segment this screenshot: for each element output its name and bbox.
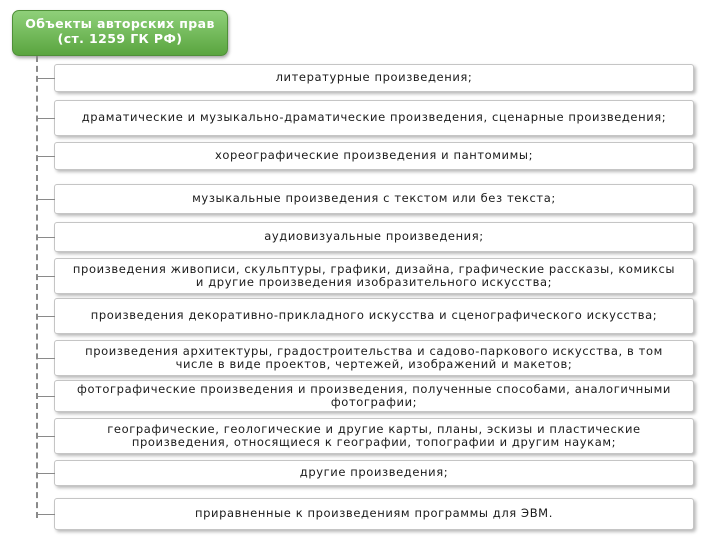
connector-branch	[37, 316, 55, 317]
object-item	[54, 498, 694, 530]
object-item	[54, 184, 694, 214]
object-item-label: хореографические произведения и пантомимы;	[214, 148, 534, 163]
object-item-label: музыкальные произведения с текстом или без текста;	[192, 191, 556, 206]
connector-branch	[37, 199, 55, 200]
object-item	[54, 380, 694, 412]
object-item-label: географические, геологические и другие карты, планы, эскизы и пластические произведения, относящиеся к географии, топографии и другим наукам;	[107, 421, 641, 449]
object-item	[54, 298, 694, 334]
object-item	[54, 142, 694, 170]
connector-branch	[37, 78, 55, 79]
root-node: Объекты авторских прав (ст. 1259 ГК РФ)	[12, 10, 228, 56]
object-item	[54, 64, 694, 92]
object-item	[54, 258, 694, 294]
object-item	[54, 222, 694, 252]
object-item-label: приравненные к произведениям программы для ЭВМ.	[195, 506, 553, 521]
object-item	[54, 460, 694, 486]
connector-branch	[37, 156, 55, 157]
object-item-label: драматические и музыкально-драматические произведения, сценарные произведения;	[81, 110, 667, 125]
connector-branch	[37, 514, 55, 515]
object-item-label: произведения живописи, скульптуры, графики, дизайна, графические рассказы, комиксы и другие произведения изобразительного искусства;	[72, 261, 676, 289]
connector-branch	[37, 118, 55, 119]
connector-branch	[37, 436, 55, 437]
connector-branch	[37, 276, 55, 277]
object-item	[54, 418, 694, 454]
connector-branch	[37, 396, 55, 397]
object-item	[54, 100, 694, 136]
object-item-label: фотографические произведения и произведения, полученные способами, аналогичными фотографии;	[77, 381, 671, 409]
connector-trunk	[36, 56, 38, 518]
connector-branch	[37, 473, 55, 474]
object-item-label: другие произведения;	[299, 465, 449, 480]
connector-branch	[37, 237, 55, 238]
object-item-label: литературные произведения;	[275, 70, 473, 85]
object-item-label: произведения декоративно-прикладного искусства и сценографического искусства;	[90, 308, 658, 323]
object-item-label: произведения архитектуры, градостроительства и садово-паркового искусства, в том числе в виде проектов, чертежей, изображений и макетов;	[85, 343, 663, 371]
connector-branch	[37, 358, 55, 359]
object-item-label: аудиовизуальные произведения;	[264, 229, 484, 244]
object-item	[54, 340, 694, 376]
